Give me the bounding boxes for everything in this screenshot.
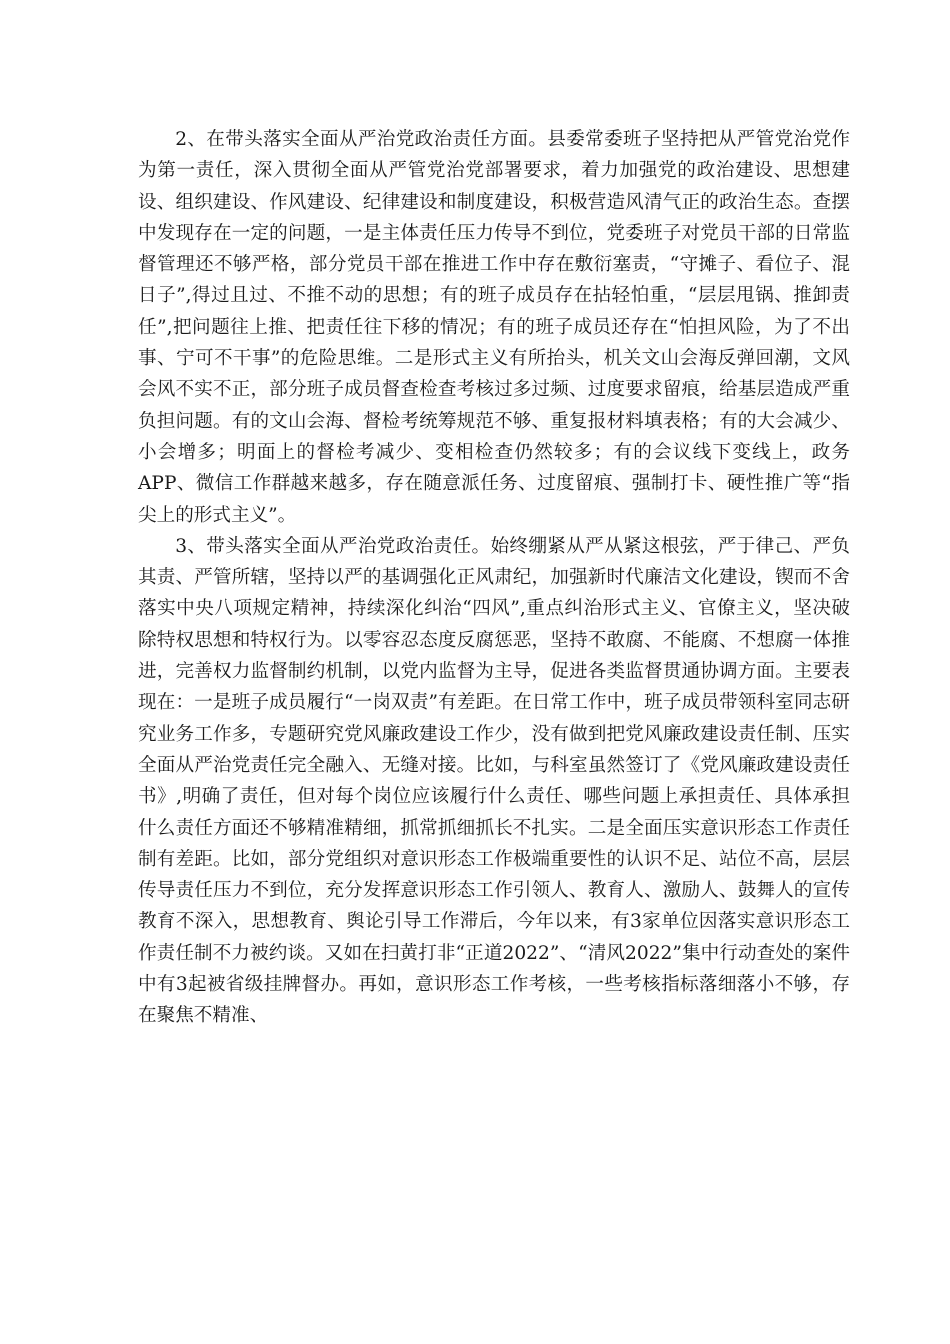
document-page xyxy=(138,124,850,1032)
paragraph-section-3: 3、带头落实全面从严治党政治责任。始终绷紧从严从紧这根弦，严于律己、严负其责、严管所辖，坚持以严的基调强化正风肃纪，加强新时代廉洁文化建设，锲而不舍落实中央八项规定精神，持续深化纠治“四风”,重点纠治形式主义、官僚主义，坚决破除特权思想和特权行为。以零容忍态度反腐惩恶，坚持不敢腐、不能腐、不想腐一体推进，完善权力监督制约机制，以党内监督为主导，促进各类监督贯通协调方面。主要表现在：一是班子成员履行“一岗双责”有差距。在日常工作中，班子成员带领科室同志研究业务工作多，专题研究党风廉政建设工作少，没有做到把党风廉政建设责任制、压实全面从严治党责任完全融入、无缝对接。比如，与科室虽然签订了《党风廉政建设责任书》,明确了责任，但对每个岗位应该履行什么责任、哪些问题上承担责任、具体承担什么责任方面还不够精准精细，抓常抓细抓长不扎实。二是全面压实意识形态工作责任制有差距。比如，部分党组织对意识形态工作极端重要性的认识不足、站位不高，层层传导责任压力不到位，充分发挥意识形态工作引领人、教育人、激励人、鼓舞人的宣传教育不深入，思想教育、舆论引导工作滞后，今年以来，有3家单位因落实意识形态工作责任制不力被约谈。又如在扫黄打非“正道2022”、“清风2022”集中行动查处的案件中有3起被省级挂牌督办。再如，意识形态工作考核，一些考核指标落细落小不够，存在聚焦不精准、 xyxy=(138,535,850,1027)
paragraph-section-2: 2、在带头落实全面从严治党政治责任方面。县委常委班子坚持把从严管党治党作为第一责任，深入贯彻全面从严管党治党部署要求，着力加强党的政治建设、思想建设、组织建设、作风建设、纪律建设和制度建设，积极营造风清气正的政治生态。查摆中发现存在一定的问题，一是主体责任压力传导不到位，党委班子对党员干部的日常监督管理还不够严格，部分党员干部在推进工作中存在敷衍塞责，“守摊子、看位子、混日子”,得过且过、不推不动的思想；有的班子成员存在拈轻怕重，“层层甩锅、推卸责任”,把问题往上推、把责任往下移的情况；有的班子成员还存在“怕担风险，为了不出事、宁可不干事”的危险思维。二是形式主义有所抬头，机关文山会海反弹回潮，文风会风不实不正，部分班子成员督查检查考核过多过频、过度要求留痕，给基层造成严重负担问题。有的文山会海、督检考统筹规范不够、重复报材料填表格；有的大会减少、小会增多；明面上的督检考减少、变相检查仍然较多；有的会议线下变线上，政务APP、微信工作群越来越多，存在随意派任务、过度留痕、强制打卡、硬性推广等“指尖上的形式主义”。 xyxy=(138,129,850,526)
